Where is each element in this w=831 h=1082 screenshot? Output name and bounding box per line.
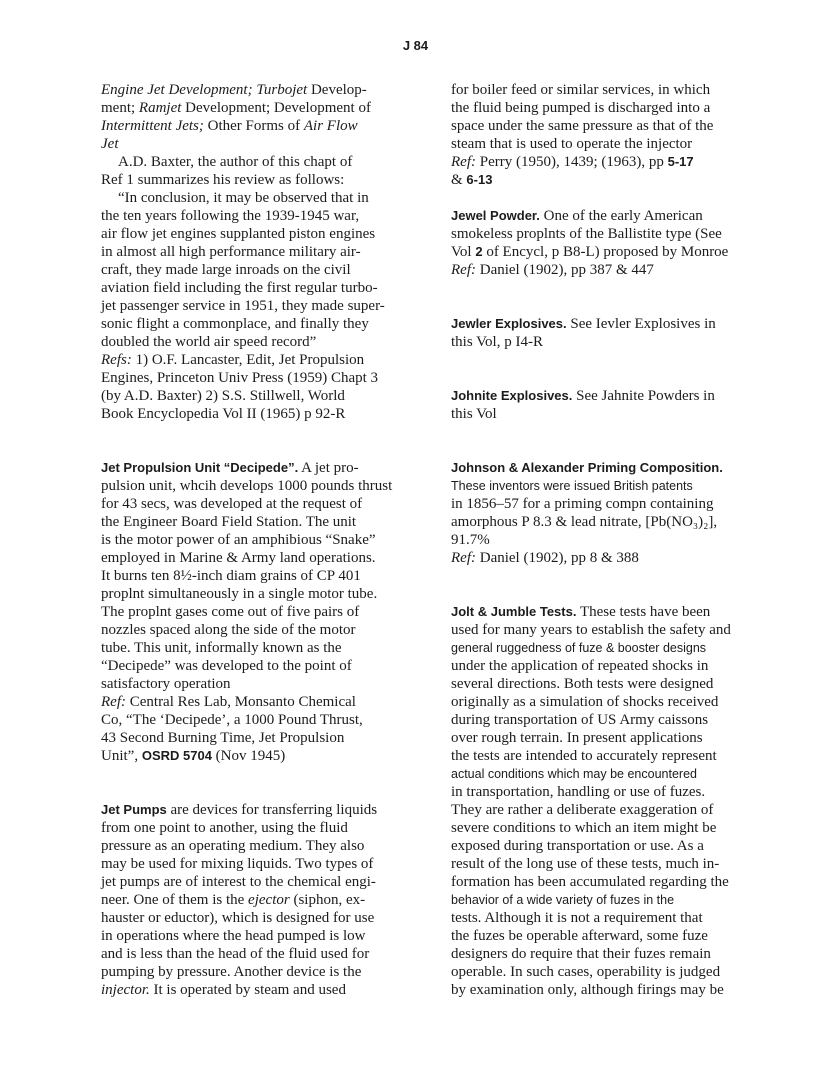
text-line (101, 963, 403, 981)
text-run: See Jahnite Powders in (572, 388, 715, 404)
text-run: satisfactory operation (101, 676, 231, 692)
paragraph-gap (451, 351, 746, 387)
text-line (101, 549, 403, 567)
text-line (101, 981, 403, 999)
italic-run: Ref: (451, 262, 476, 278)
text-line (101, 207, 403, 225)
text-run: jet passenger service in 1951, they made super- (101, 298, 385, 314)
italic-run: Air Flow (303, 118, 358, 134)
text-line (451, 603, 746, 621)
text-run: severe conditions to which an item might be (451, 820, 717, 836)
paragraph-gap (451, 567, 746, 603)
text-run: The proplnt gases come out of five pairs of (101, 604, 360, 620)
text-line (451, 801, 746, 819)
italic-run: ejector (248, 892, 290, 908)
text-line (101, 819, 403, 837)
text-line (451, 225, 746, 243)
text-run: 43 Second Burning Time, Jet Propulsion (101, 730, 345, 746)
text-line (101, 405, 403, 423)
text-run: under the application of repeated shocks in (451, 658, 709, 674)
right-column (451, 81, 746, 999)
text-line (451, 765, 746, 783)
text-run: Develop- (307, 82, 367, 98)
text-run: ment; (101, 100, 139, 116)
text-line (101, 495, 403, 513)
text-run: It is operated by steam and used (149, 982, 346, 998)
text-line (451, 549, 746, 567)
text-line (451, 261, 746, 279)
text-run: this Vol (451, 406, 497, 422)
text-line (451, 81, 746, 99)
page-number: J 84 (402, 38, 429, 53)
text-run: formation has been accumulated regarding the (451, 874, 729, 890)
text-line (101, 891, 403, 909)
text-line (101, 855, 403, 873)
text-line (451, 243, 746, 261)
text-run: in transportation, handling or use of fuzes. (451, 784, 706, 800)
text-run: Book Encyclopedia Vol II (1965) p 92-R (101, 406, 346, 422)
text-line (101, 171, 403, 189)
text-line (101, 351, 403, 369)
text-run: nozzles spaced along the side of the motor (101, 622, 356, 638)
text-line (451, 315, 746, 333)
text-line (451, 459, 746, 477)
entry-heading: Jet Propulsion Unit “Decipede”. (101, 460, 299, 475)
text-line (101, 513, 403, 531)
text-line (101, 99, 403, 117)
text-run: pressure as an operating medium. They also (101, 838, 365, 854)
text-line (451, 729, 746, 747)
text-run: Perry (1950), 1439; (1963), pp (475, 154, 668, 170)
text-run: steam that is used to operate the injector (451, 136, 693, 152)
text-run: pulsion unit, whcih develops 1000 pounds thrust (101, 478, 393, 494)
text-run: originally as a simulation of shocks received (451, 694, 719, 710)
text-line (451, 135, 746, 153)
text-run: proplnt simultaneously in a single motor tube. (101, 586, 378, 602)
text-line (451, 333, 746, 351)
text-run: craft, they made large inroads on the civil (101, 262, 351, 278)
text-line (101, 477, 403, 495)
text-run: (Nov 1945) (211, 748, 286, 764)
text-run: 91.7% (451, 532, 490, 548)
text-run: They are rather a deliberate exaggeration of (451, 802, 714, 818)
text-run: sonic flight a commonplace, and finally they (101, 316, 369, 332)
text-line (451, 531, 746, 549)
text-line (451, 171, 746, 189)
text-line (451, 387, 746, 405)
text-line (101, 459, 403, 477)
text-line (101, 189, 403, 207)
text-line (101, 729, 403, 747)
text-line (451, 747, 746, 765)
text-run: in 1856–57 for a priming compn containing (451, 496, 714, 512)
paragraph-gap (451, 189, 746, 207)
text-line (101, 243, 403, 261)
text-line (451, 621, 746, 639)
text-line (451, 927, 746, 945)
text-line (101, 801, 403, 819)
text-line (451, 819, 746, 837)
text-run: doubled the world air speed record” (101, 334, 317, 350)
text-run: Development; Development of (181, 100, 371, 116)
text-run: used for many years to establish the safety and (451, 622, 731, 638)
text-run: tube. This unit, informally known as the (101, 640, 342, 656)
text-run: pumping by pressure. Another device is the (101, 964, 362, 980)
text-line (101, 135, 403, 153)
text-line (101, 873, 403, 891)
text-run: (siphon, ex- (289, 892, 366, 908)
text-run: These tests have been (576, 604, 711, 620)
text-run: behavior of a wide variety of fuzes in the (451, 893, 675, 907)
text-run: general ruggedness of fuze & booster designs (451, 641, 707, 655)
text-run: by examination only, although firings may be (451, 982, 724, 998)
text-run: Central Res Lab, Monsanto Chemical (125, 694, 356, 710)
text-line (101, 153, 403, 171)
entry-heading: 5-17 (667, 154, 694, 169)
text-run: of Encycl, p B8-L) proposed by Monroe (482, 244, 729, 260)
text-run: exposed during transportation or use. As a (451, 838, 704, 854)
text-line (101, 117, 403, 135)
text-run: this Vol, p I4-R (451, 334, 543, 350)
text-run: Ref 1 summarizes his review as follows: (101, 172, 345, 188)
entry-heading: 2 (475, 244, 483, 259)
italic-run: Ref: (451, 154, 476, 170)
entry-heading: Jolt & Jumble Tests. (451, 604, 577, 619)
text-line (101, 369, 403, 387)
text-line (101, 603, 403, 621)
text-line (101, 531, 403, 549)
text-line (451, 477, 746, 495)
text-run: Engines, Princeton Univ Press (1959) Chapt 3 (101, 370, 379, 386)
text-run: result of the long use of these tests, much in- (451, 856, 720, 872)
paragraph-gap (101, 423, 403, 459)
text-run: the tests are intended to accurately represent (451, 748, 717, 764)
text-line (451, 693, 746, 711)
italic-run: Ramjet (138, 100, 182, 116)
italic-run: injector. (101, 982, 150, 998)
text-run: “In conclusion, it may be observed that in (118, 190, 369, 206)
text-line (451, 855, 746, 873)
text-run: (by A.D. Baxter) 2) S.S. Stillwell, World (101, 388, 345, 404)
text-run: actual conditions which may be encountered (451, 767, 697, 781)
entry-heading: Johnson & Alexander Priming Composition. (451, 460, 723, 475)
text-line (451, 873, 746, 891)
text-run: are devices for transferring liquids (166, 802, 378, 818)
text-line (101, 909, 403, 927)
text-run: in operations where the head pumped is low (101, 928, 366, 944)
text-run: in almost all high performance military air- (101, 244, 361, 260)
text-line (451, 945, 746, 963)
text-run: operable. In such cases, operability is judged (451, 964, 721, 980)
left-column (101, 81, 403, 999)
text-line (101, 261, 403, 279)
text-run: & (451, 172, 467, 188)
text-run: during transportation of US Army caissons (451, 712, 709, 728)
italic-run: Refs: (101, 352, 132, 368)
entry-heading: Jet Pumps (101, 802, 167, 817)
text-line (451, 981, 746, 999)
text-line (101, 279, 403, 297)
text-line (451, 405, 746, 423)
text-run: A jet pro- (298, 460, 359, 476)
text-run: employed in Marine & Army land operations. (101, 550, 376, 566)
entry-heading: Jewler Explosives. (451, 316, 567, 331)
entry-heading: 6-13 (466, 172, 493, 187)
text-line (451, 99, 746, 117)
text-line (101, 945, 403, 963)
text-line (101, 225, 403, 243)
text-run: jet pumps are of interest to the chemical engi- (101, 874, 376, 890)
italic-run: Jet (101, 136, 119, 152)
text-line (101, 693, 403, 711)
text-run: Daniel (1902), pp 8 & 388 (475, 550, 639, 566)
text-line (451, 963, 746, 981)
text-run: neer. One of them is the (101, 892, 249, 908)
text-line (101, 297, 403, 315)
text-run: It burns ten 8½-inch diam grains of CP 401 (101, 568, 361, 584)
text-run: Daniel (1902), pp 387 & 447 (475, 262, 654, 278)
text-run: over rough terrain. In present applications (451, 730, 703, 746)
text-line (101, 567, 403, 585)
text-line (101, 837, 403, 855)
text-run: Other Forms of (203, 118, 304, 134)
text-line (101, 711, 403, 729)
text-line (101, 747, 403, 765)
text-run: designers do require that their fuzes remain (451, 946, 711, 962)
text-run: may be used for mixing liquids. Two types of (101, 856, 374, 872)
entry-heading: Jewel Powder. (451, 208, 540, 223)
text-run: several directions. Both tests were designed (451, 676, 714, 692)
text-line (451, 117, 746, 135)
text-run: amorphous P 8.3 & lead nitrate, [Pb(NO₃)₂], (451, 514, 718, 530)
text-line (451, 909, 746, 927)
text-line (451, 675, 746, 693)
text-run: space under the same pressure as that of the (451, 118, 714, 134)
text-line (101, 639, 403, 657)
text-line (451, 153, 746, 171)
text-line (451, 891, 746, 909)
text-run: for boiler feed or similar services, in which (451, 82, 711, 98)
text-run: One of the early American (539, 208, 703, 224)
text-line (101, 657, 403, 675)
text-line (451, 495, 746, 513)
text-run: is the motor power of an amphibious “Snake” (101, 532, 376, 548)
text-line (451, 783, 746, 801)
text-run: Unit”, (101, 748, 142, 764)
text-line (451, 207, 746, 225)
text-run: the ten years following the 1939-1945 war, (101, 208, 360, 224)
paragraph-gap (101, 765, 403, 801)
italic-run: Ref: (101, 694, 126, 710)
text-run: tests. Although it is not a requirement that (451, 910, 703, 926)
text-line (101, 333, 403, 351)
text-line (451, 837, 746, 855)
text-run: “Decipede” was developed to the point of (101, 658, 352, 674)
text-run: 1) O.F. Lancaster, Edit, Jet Propulsion (131, 352, 365, 368)
text-run: hauster or eductor), which is designed for use (101, 910, 375, 926)
text-line (451, 513, 746, 531)
text-line (101, 621, 403, 639)
italic-run: Intermittent Jets; (101, 118, 204, 134)
entry-heading: OSRD 5704 (141, 748, 212, 763)
text-line (101, 81, 403, 99)
text-run: from one point to another, using the fluid (101, 820, 348, 836)
text-line (101, 927, 403, 945)
text-line (451, 711, 746, 729)
text-run: aviation field including the first regular turbo- (101, 280, 378, 296)
text-run: the fluid being pumped is discharged into a (451, 100, 711, 116)
text-run: Co, “The ‘Decipede’, a 1000 Pound Thrust, (101, 712, 363, 728)
text-line (451, 639, 746, 657)
italic-run: Ref: (451, 550, 476, 566)
text-run: A.D. Baxter, the author of this chapt of (118, 154, 353, 170)
text-line (101, 675, 403, 693)
text-run: air flow jet engines supplanted piston engines (101, 226, 376, 242)
text-run: See Ievler Explosives in (566, 316, 716, 332)
text-line (101, 585, 403, 603)
text-run: the fuzes be operable afterward, some fuze (451, 928, 708, 944)
text-line (451, 657, 746, 675)
text-run: the Engineer Board Field Station. The unit (101, 514, 357, 530)
text-run: Vol (451, 244, 476, 260)
paragraph-gap (451, 279, 746, 315)
text-line (101, 387, 403, 405)
text-run: These inventors were issued British patents (451, 479, 693, 493)
text-line (101, 315, 403, 333)
entry-heading: Johnite Explosives. (451, 388, 573, 403)
text-run: smokeless proplnts of the Ballistite type (See (451, 226, 722, 242)
paragraph-gap (451, 423, 746, 459)
text-run: for 43 secs, was developed at the request of (101, 496, 363, 512)
italic-run: Engine Jet Development; Turbojet (101, 82, 308, 98)
text-run: and is less than the head of the fluid used for (101, 946, 370, 962)
